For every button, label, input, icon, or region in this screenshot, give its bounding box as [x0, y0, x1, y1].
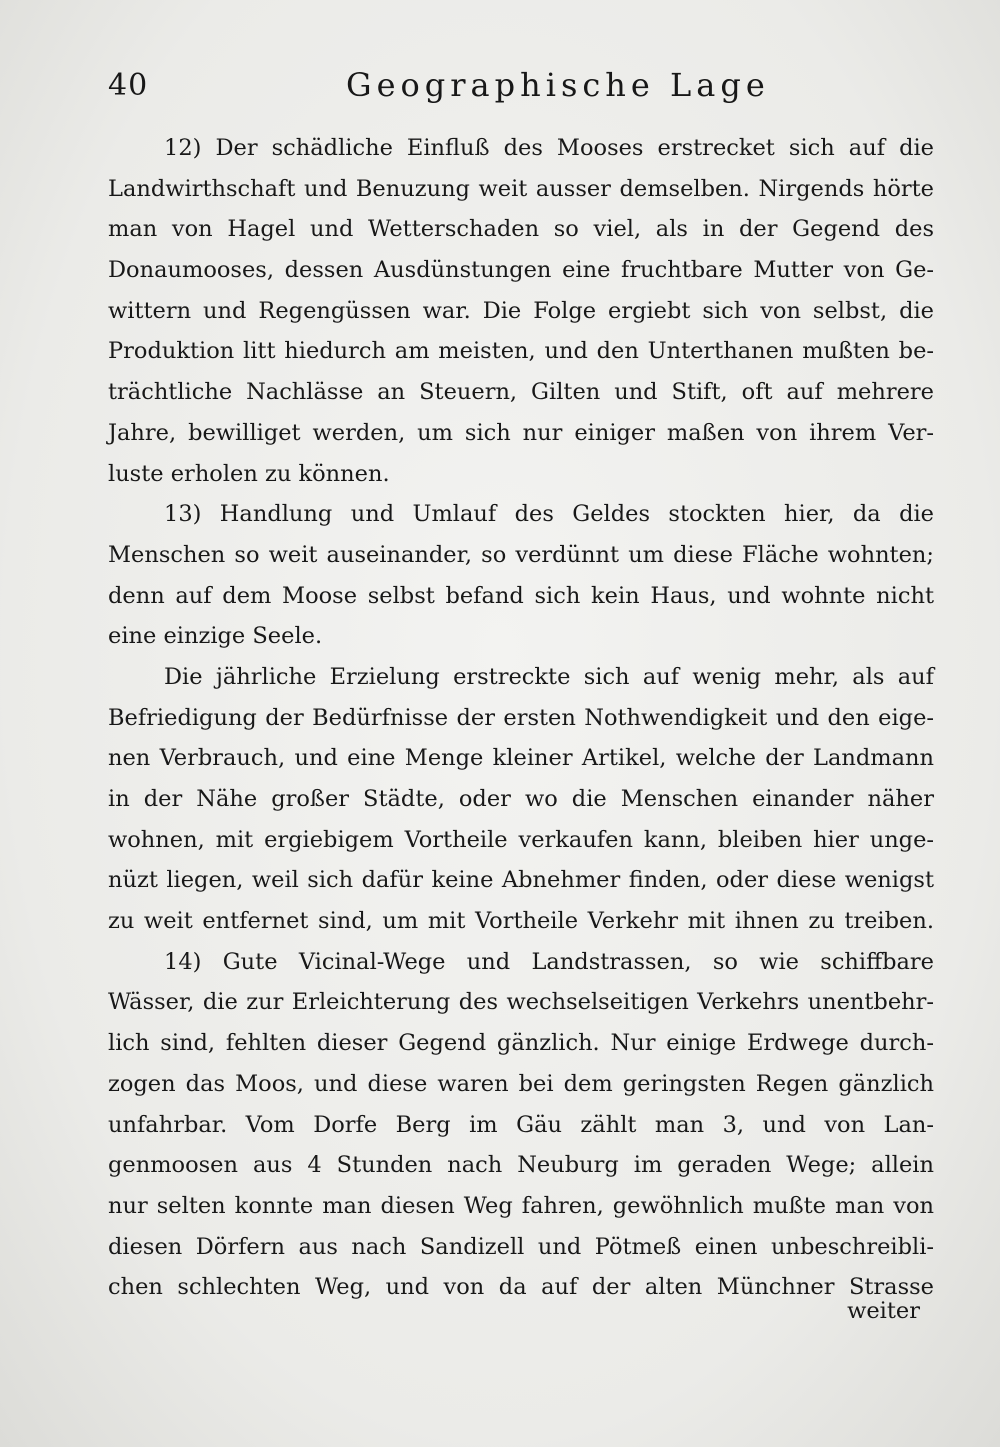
- text-line: Wässer, die zur Erleichterung des wechselseitigen Verkehrs unentbehr-: [108, 989, 934, 1016]
- text-line: wohnen, mit ergiebigem Vortheile verkaufen kann, bleiben hier unge-: [108, 826, 934, 853]
- text-line: zu weit entfernet sind, um mit Vortheile Verkehr mit ihnen zu treiben.: [108, 908, 934, 935]
- text-line: 14) Gute Vicinal-Wege und Landstrassen, so wie schiffbare: [164, 948, 934, 975]
- page-number: 40: [108, 68, 149, 103]
- text-line: Befriedigung der Bedürfnisse der ersten Nothwendigkeit und den eige-: [108, 704, 934, 731]
- text-line: luste erholen zu können.: [108, 460, 390, 487]
- body-text: [108, 128, 934, 1308]
- text-line: denn auf dem Moose selbst befand sich kein Haus, und wohnte nicht: [108, 582, 934, 609]
- text-line: 13) Handlung und Umlauf des Geldes stockten hier, da die: [164, 501, 934, 528]
- text-line: man von Hagel und Wetterschaden so viel, als in der Gegend des: [108, 216, 934, 243]
- text-line: nur selten konnte man diesen Weg fahren, gewöhnlich mußte man von: [108, 1192, 934, 1219]
- page-header: [108, 60, 928, 108]
- text-line: chen schlechten Weg, und von da auf der alten Münchner Strasse: [108, 1274, 934, 1301]
- text-line: Produktion litt hiedurch am meisten, und den Unterthanen mußten be-: [108, 338, 934, 365]
- text-line: Donaumooses, dessen Ausdünstungen eine fruchtbare Mutter von Ge-: [108, 257, 934, 284]
- text-line: lich sind, fehlten dieser Gegend gänzlich. Nur einige Erdwege durch-: [108, 1030, 934, 1057]
- text-line: 12) Der schädliche Einfluß des Mooses erstrecket sich auf die: [164, 135, 934, 161]
- catchword: weiter: [847, 1298, 920, 1324]
- text-line: Die jährliche Erzielung erstreckte sich auf wenig mehr, als auf: [164, 663, 934, 690]
- text-line: Landwirthschaft und Benuzung weit ausser demselben. Nirgends hörte: [108, 175, 934, 202]
- text-line: nen Verbrauch, und eine Menge kleiner Artikel, welche der Landmann: [108, 745, 934, 772]
- text-line: zogen das Moos, und diese waren bei dem geringsten Regen gänzlich: [108, 1070, 934, 1097]
- text-line: eine einzige Seele.: [108, 623, 323, 650]
- text-line: genmoosen aus 4 Stunden nach Neuburg im geraden Wege; allein: [108, 1152, 934, 1179]
- text-line: unfahrbar. Vom Dorfe Berg im Gäu zählt man 3, und von Lan-: [108, 1111, 934, 1138]
- running-title: Geographische Lage: [346, 66, 770, 104]
- text-line: in der Nähe großer Städte, oder wo die Menschen einander näher: [108, 786, 934, 812]
- text-line: diesen Dörfern aus nach Sandizell und Pötmeß einen unbeschreibli-: [108, 1233, 934, 1260]
- text-line: Jahre, bewilliget werden, um sich nur einiger maßen von ihrem Ver-: [108, 419, 934, 446]
- text-line: wittern und Regengüssen war. Die Folge ergiebt sich von selbst, die: [108, 297, 934, 324]
- text-line: Menschen so weit auseinander, so verdünnt um diese Fläche wohnten;: [108, 541, 934, 568]
- text-line: trächtliche Nachlässe an Steuern, Gilten und Stift, oft auf mehrere: [108, 379, 934, 406]
- text-line: nüzt liegen, weil sich dafür keine Abnehmer finden, oder diese wenigst: [108, 867, 934, 894]
